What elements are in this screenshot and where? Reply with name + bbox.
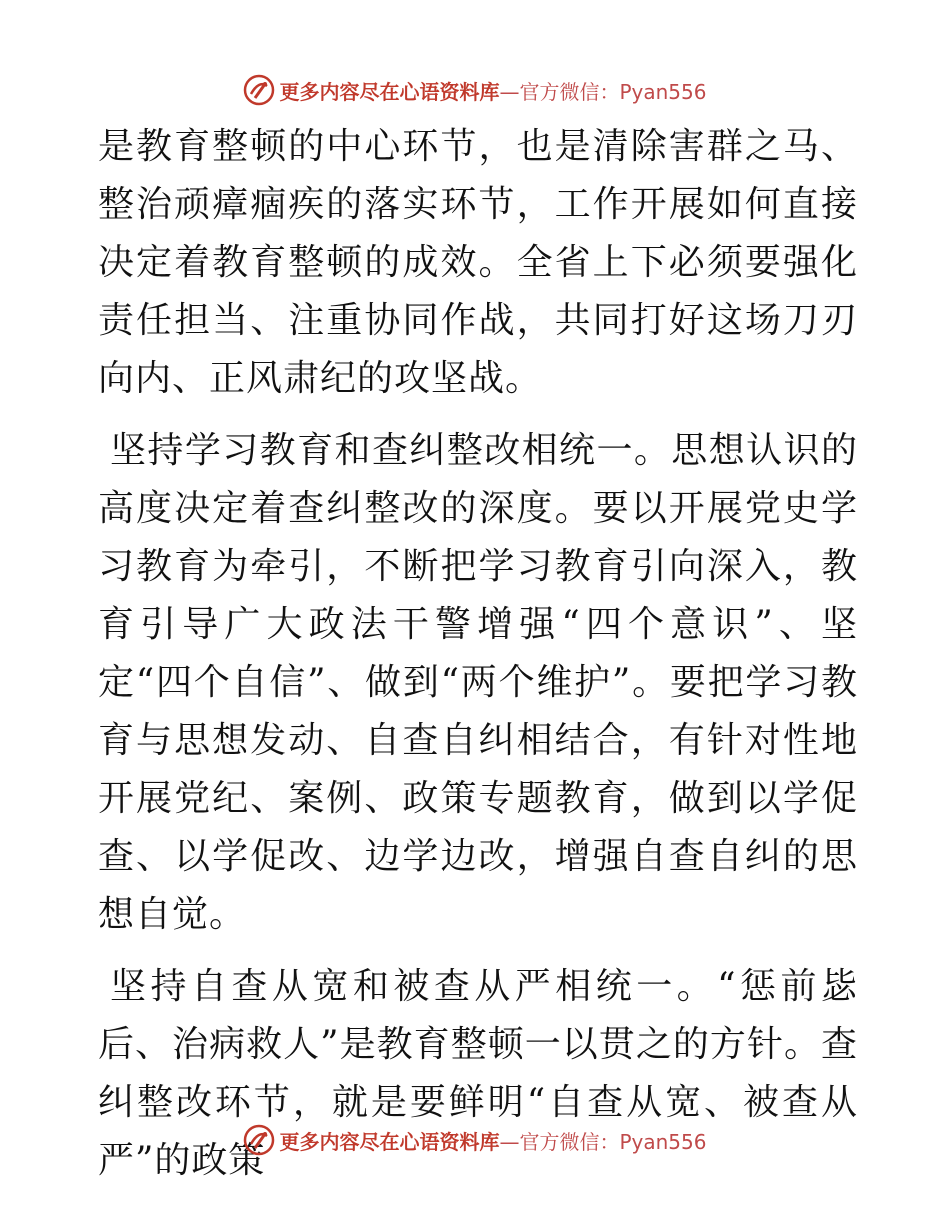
footer-wechat-text: 官方微信：Pyan556 bbox=[519, 1129, 707, 1154]
header-banner bbox=[0, 72, 950, 108]
footer-separator: — bbox=[499, 1129, 520, 1154]
document-body bbox=[98, 118, 858, 1190]
header-wechat-text: 官方微信：Pyan556 bbox=[519, 79, 707, 104]
brand-logo-icon bbox=[243, 74, 275, 106]
header-brand-text: 更多内容尽在心语资料库 bbox=[279, 79, 500, 104]
paragraph-3: 坚持自查从宽和被查从严相统一。“惩前毖后、治病救人”是教育整顿一以贯之的方针。查纠整改环节，就是要鲜明“自查从宽、被查从严”的政策 bbox=[98, 966, 858, 1181]
paragraph-1: 是教育整顿的中心环节，也是清除害群之马、整治顽瘴痼疾的落实环节，工作开展如何直接决定着教育整顿的成效。全省上下必须要强化责任担当、注重协同作战，共同打好这场刀刃向内、正风肃纪的攻坚战。 bbox=[98, 126, 858, 399]
header-separator: — bbox=[499, 79, 520, 104]
footer-brand-text: 更多内容尽在心语资料库 bbox=[279, 1129, 500, 1154]
footer-banner-text bbox=[279, 1126, 706, 1155]
footer-banner bbox=[0, 1122, 950, 1158]
header-banner-text bbox=[279, 76, 706, 105]
brand-logo-icon bbox=[243, 1124, 275, 1156]
paragraph-2: 坚持学习教育和查纠整改相统一。思想认识的高度决定着查纠整改的深度。要以开展党史学习教育为牵引，不断把学习教育引向深入，教育引导广大政法干警增强“四个意识”、坚定“四个自信”、做到“两个维护”。要把学习教育与思想发动、自查自纠相结合，有针对性地开展党纪、案例、政策专题教育，做到以学促查、以学促改、边学边改，增强自查自纠的思想自觉。 bbox=[98, 430, 858, 935]
